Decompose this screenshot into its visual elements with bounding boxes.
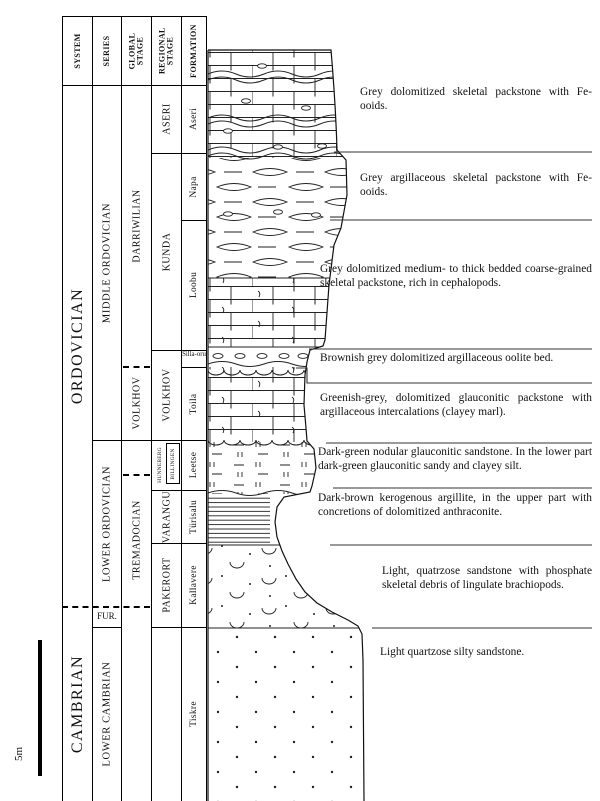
lithology-napa (208, 158, 368, 278)
series-label: LOWER CAMBRIAN (101, 661, 113, 767)
formation-label: Toila (189, 393, 199, 414)
scale-bar-label: 5m (13, 746, 26, 762)
global-stage-label: VOLKHOV (131, 376, 142, 430)
unit-description-napa: Grey argillaceous skeletal packstone with Fe-ooids. (360, 172, 592, 198)
unit-description-loobu: Grey dolomitized medium- to thick bedded coarse-grained skeletal packstone, rich in cephalopods. (320, 263, 592, 289)
oolite-bed-ooids-icon (213, 354, 308, 359)
unit-description-tyrisalu: Dark-brown kerogenous argillite, in the upper part with concretions of dolomitized anthraconite. (318, 492, 592, 518)
formation-label: Kallavere (189, 565, 199, 605)
header-label-global-stage: GLOBAL STAGE (127, 32, 145, 70)
regional-stage-label: VOLKHOV (161, 368, 172, 422)
global-stage-label: DARRIWILIAN (131, 188, 142, 263)
formation-label: Aseri (189, 107, 199, 131)
series-label: FUR. (97, 611, 117, 621)
formation-label: Silla-oru (182, 351, 206, 358)
regional-stage-label: KUNDA (161, 232, 172, 271)
global-stage-label: TREMADOCIAN (131, 500, 142, 580)
formation-label: Tiskre (189, 701, 199, 727)
lithology-tyrisalu (208, 496, 270, 544)
regional-stage-label-billingen: BILLINGEN (170, 447, 176, 480)
unit-description-tiskre: Light quartzose silty sandstone. (380, 646, 525, 658)
formation-label: Leetse (189, 451, 199, 479)
series-label: LOWER ORDOVICIAN (101, 465, 113, 582)
lithology-pattern-fills (208, 50, 368, 801)
unit-description-sillaoru: Brownish grey dolomitized argillaceous oolite bed. (320, 352, 554, 364)
unit-description-toila: Greenish-grey, dolomitized glauconitic packstone with argillaceous intercalations (clayey marl). (320, 392, 592, 418)
lithology-tiskre (208, 628, 368, 801)
header-label-system: SYSTEM (72, 33, 82, 69)
series-label: MIDDLE ORDOVICIAN (101, 202, 113, 323)
header-label-series: SERIES (101, 35, 111, 67)
system-label: CAMBRIAN (68, 654, 86, 754)
formation-label: Loobu (189, 271, 199, 299)
unit-description-leetse: Dark-green nodular glauconitic sandstone. In the lower part dark-green glauconitic sandy and clayey silt. (318, 446, 592, 472)
scale-bar (38, 640, 42, 776)
formation-label: Türisalu (189, 499, 199, 534)
regional-stage-label: ASERI (161, 103, 172, 135)
header-label-regional-stage: REGIONAL STAGE (157, 27, 175, 74)
regional-stage-label: VARANGU (161, 490, 172, 543)
lithology-kallavere (208, 545, 368, 628)
regional-stage-label-hunneberg: HUNNEBERG (157, 447, 164, 483)
unit-description-kallavere: Light, quatrzose sandstone with phosphate skeletal debris of lingulate brachiopods. (382, 565, 592, 591)
system-label: ORDOVICIAN (68, 287, 86, 405)
header-label-formation: FORMATION (188, 24, 198, 78)
formation-label: Napa (189, 175, 199, 198)
regional-stage-label: PAKERORT (161, 557, 172, 613)
lithology-aseri (208, 50, 368, 158)
unit-description-aseri: Grey dolomitized skeletal packstone with Fe-ooids. (360, 86, 592, 112)
